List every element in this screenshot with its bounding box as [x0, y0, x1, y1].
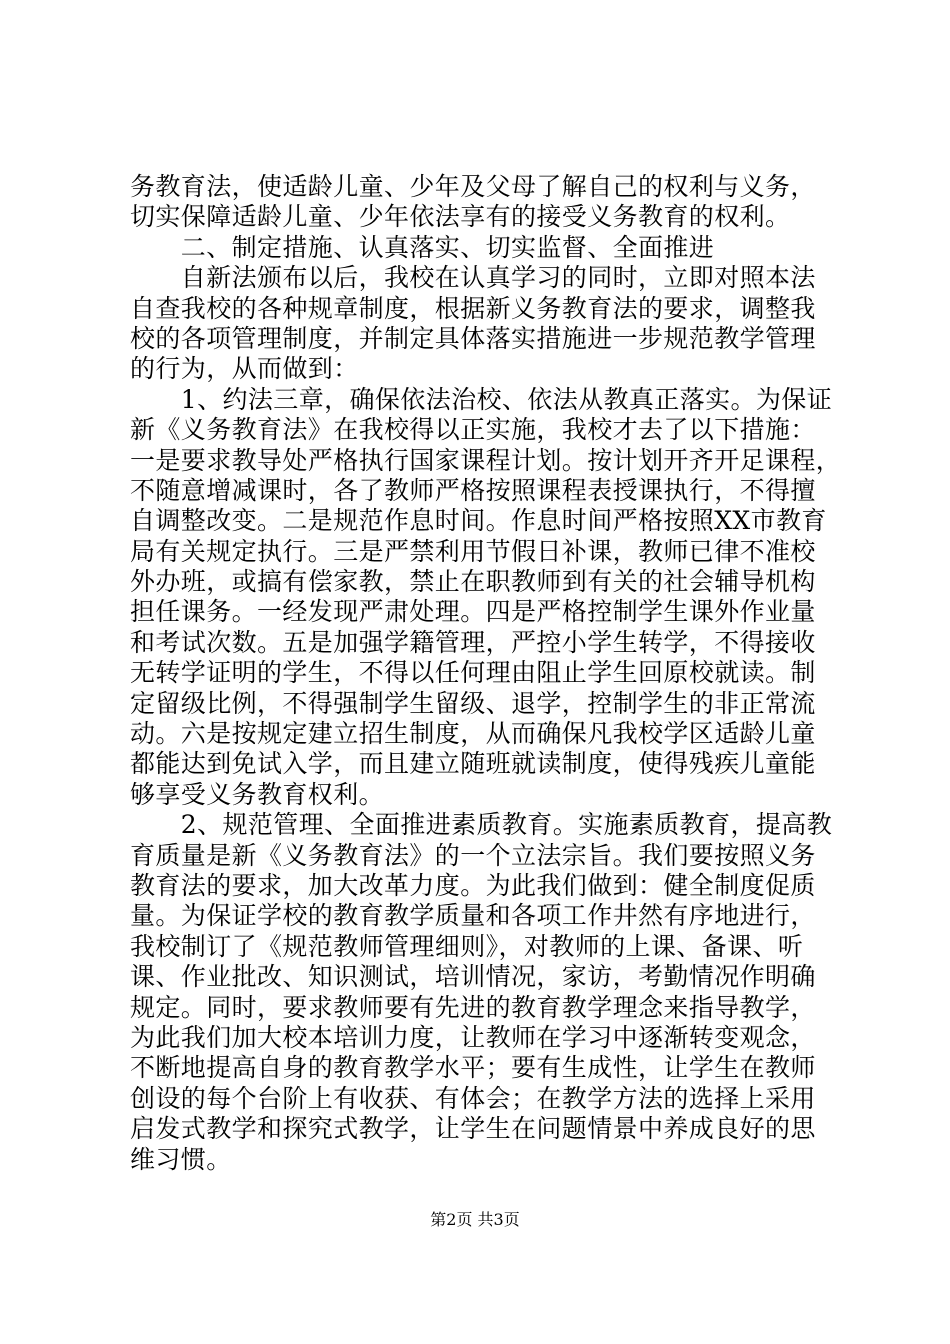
text-line: 课、作业批改、知识测试，培训情况，家访，考勤情况作明确 — [130, 962, 816, 992]
text-line: 够享受义务教育权利。 — [130, 779, 385, 809]
document-body — [130, 172, 842, 1175]
section-heading: 二、制定措施、认真落实、切实监督、全面推进 — [130, 232, 715, 262]
text-line: 和考试次数。五是加强学籍管理，严控小学生转学，不得接收 — [130, 627, 816, 657]
text-line: 务教育法，使适龄儿童、少年及父母了解自己的权利与义务， — [130, 172, 816, 201]
text-line: 都能达到免试入学，而且建立随班就读制度，使得残疾儿童能 — [130, 749, 816, 779]
text-line: 我校制订了《规范教师管理细则》，对教师的上课、备课、听 — [130, 931, 804, 961]
text-line: 为此我们加大校本培训力度，让教师在学习中逐渐转变观念， — [130, 1022, 816, 1052]
text-line: 教育法的要求，加大改革力度。为此我们做到：健全制度促质 — [130, 870, 816, 900]
text-line: 自调整改变。二是规范作息时间。作息时间严格按照XX市教育 — [130, 506, 827, 536]
text-line: 量。为保证学校的教育教学质量和各项工作井然有序地进行， — [130, 901, 816, 931]
text-line: 切实保障适龄儿童、少年依法享有的接受义务教育的权利。 — [130, 202, 791, 232]
text-line: 无转学证明的学生，不得以任何理由阻止学生回原校就读。制 — [130, 658, 816, 688]
page-number: 第2页 共3页 — [430, 1210, 520, 1229]
text-line: 1、约法三章，确保依法治校、依法从教真正落实。为保证 — [130, 384, 833, 414]
text-line: 不断地提高自身的教育教学水平；要有生成性，让学生在教师 — [130, 1053, 816, 1083]
text-line: 的行为，从而做到： — [130, 354, 359, 384]
text-line: 维习惯。 — [130, 1144, 232, 1174]
text-line: 担任课务。一经发现严肃处理。四是严格控制学生课外作业量 — [130, 597, 816, 627]
text-line: 自查我校的各种规章制度，根据新义务教育法的要求，调整我 — [130, 293, 816, 323]
text-line: 局有关规定执行。三是严禁利用节假日补课，教师已律不准校 — [130, 536, 816, 566]
text-line: 外办班，或搞有偿家教，禁止在职教师到有关的社会辅导机构 — [130, 567, 816, 597]
text-line: 自新法颁布以后，我校在认真学习的同时，立即对照本法 — [130, 263, 816, 293]
text-line: 校的各项管理制度，并制定具体落实措施进一步规范教学管理 — [130, 323, 816, 353]
text-line: 育质量是新《义务教育法》的一个立法宗旨。我们要按照义务 — [130, 840, 816, 870]
text-line: 启发式教学和探究式教学，让学生在问题情景中养成良好的思 — [130, 1114, 816, 1144]
text-line: 一是要求教导处严格执行国家课程计划。按计划开齐开足课程， — [130, 445, 842, 475]
text-line: 2、规范管理、全面推进素质教育。实施素质教育，提高教 — [130, 810, 833, 840]
text-line: 规定。同时，要求教师要有先进的教育教学理念来指导教学， — [130, 992, 816, 1022]
text-line: 新《义务教育法》在我校得以正实施，我校才去了以下措施： — [130, 415, 816, 445]
text-line: 不随意增减课时，各了教师严格按照课程表授课执行，不得擅 — [130, 475, 816, 505]
text-line: 动。六是按规定建立招生制度，从而确保凡我校学区适龄儿童 — [130, 719, 816, 749]
text-line: 定留级比例，不得强制学生留级、退学，控制学生的非正常流 — [130, 688, 816, 718]
text-line: 创设的每个台阶上有收获、有体会；在教学方法的选择上采用 — [130, 1083, 816, 1113]
